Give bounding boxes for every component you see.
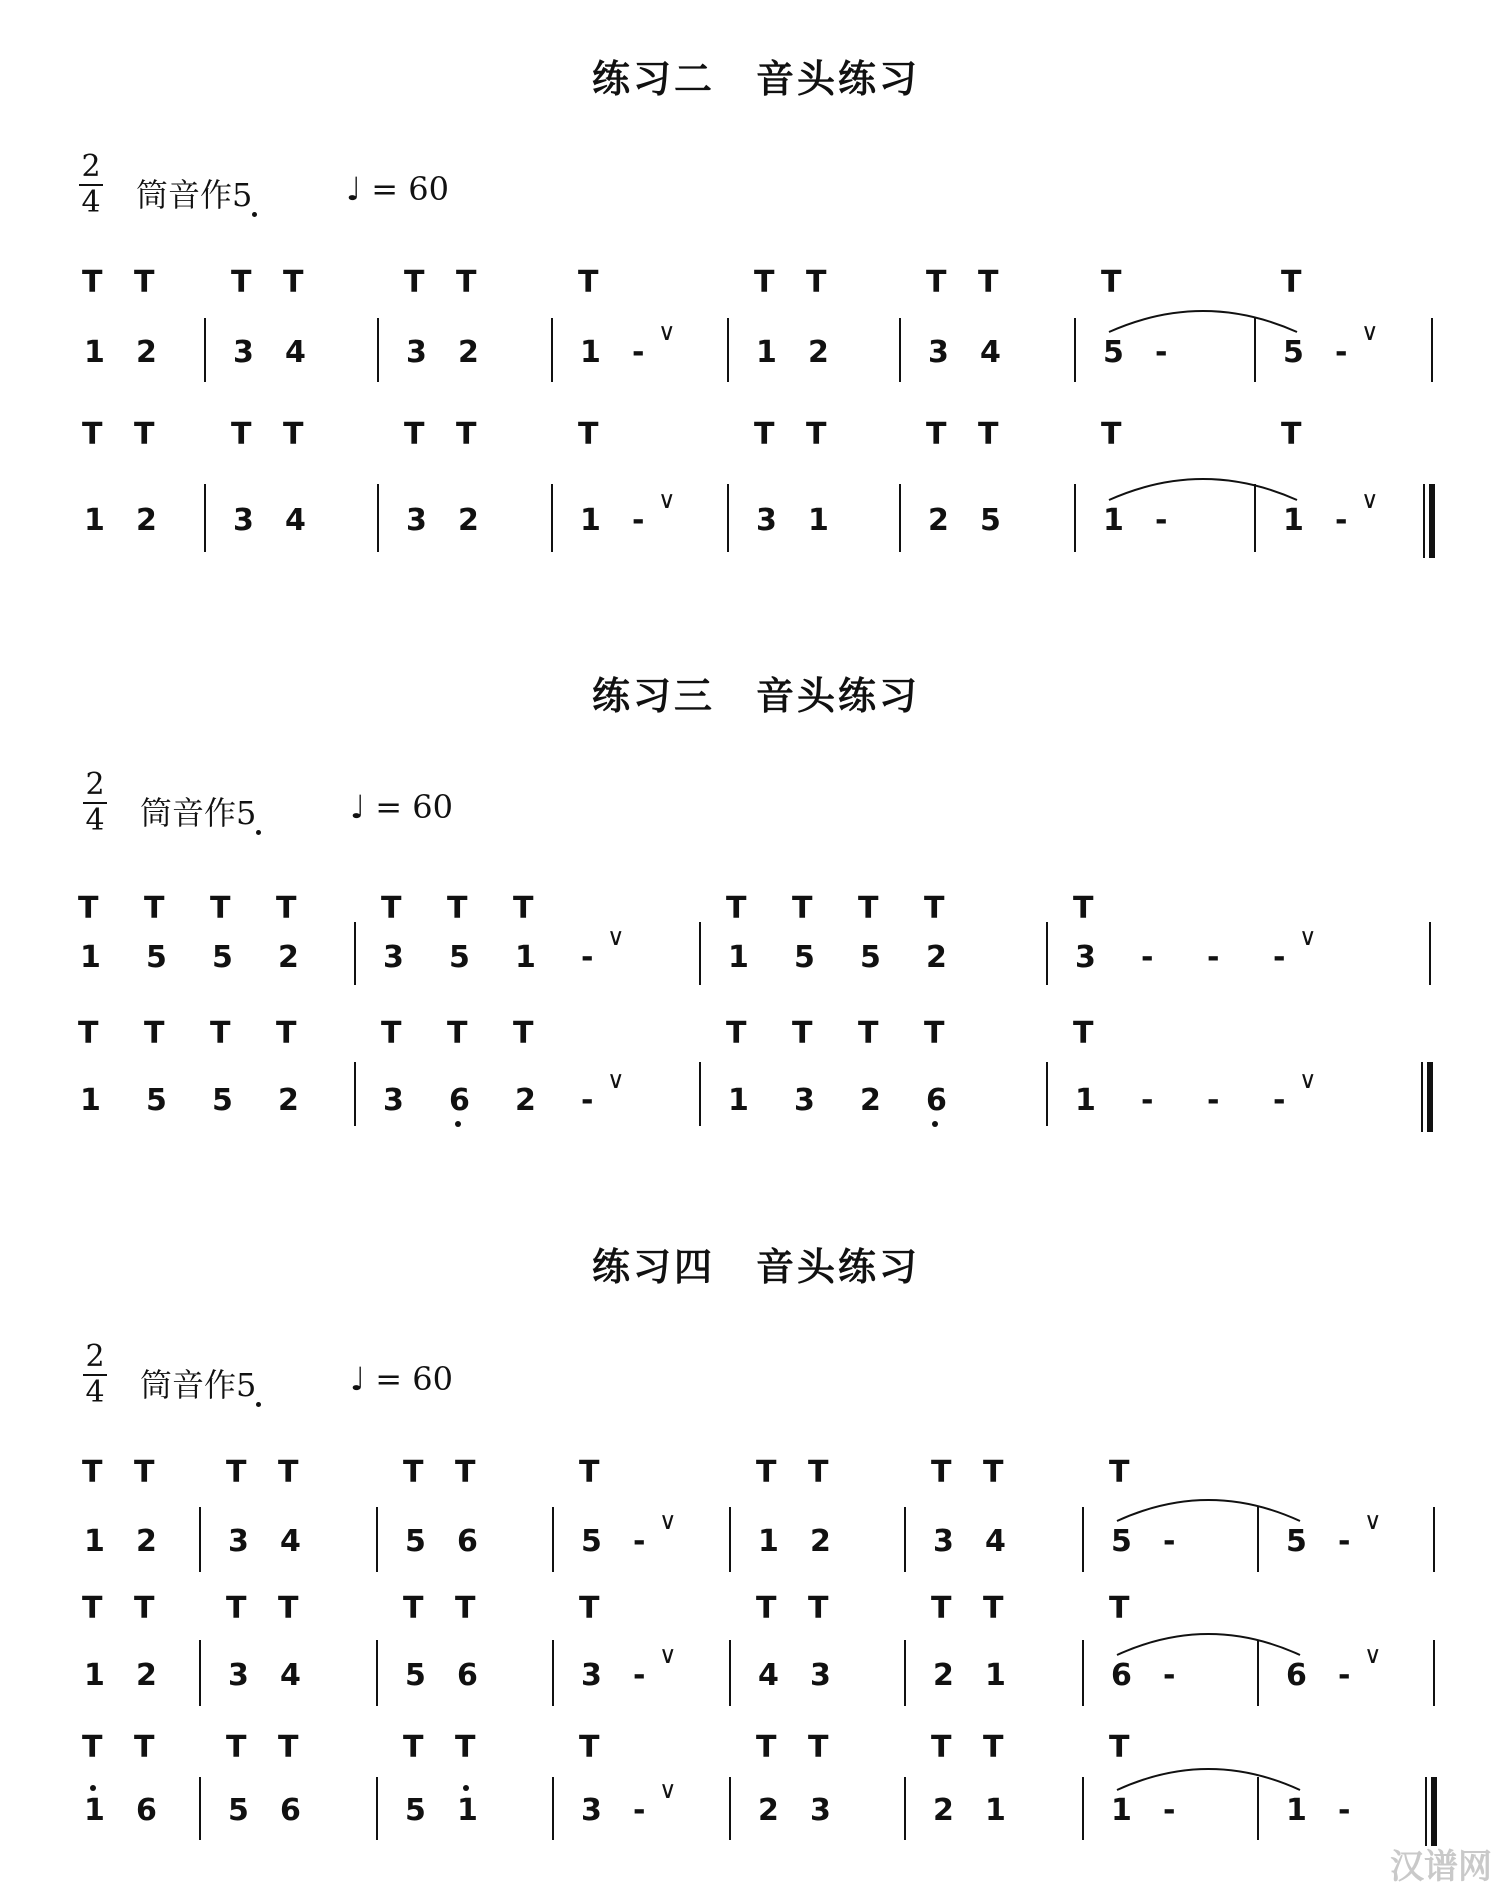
tie-arc bbox=[1117, 1769, 1300, 1790]
tongue-mark: T bbox=[1281, 265, 1302, 300]
tongue-mark: T bbox=[579, 1455, 600, 1490]
tongue-mark: T bbox=[858, 891, 879, 926]
tongue-mark: T bbox=[726, 891, 747, 926]
tongue-mark: T bbox=[456, 417, 477, 452]
note-digit: 2 bbox=[926, 940, 947, 975]
note-digit: 1 bbox=[1075, 1083, 1096, 1118]
tongue-mark: T bbox=[276, 891, 297, 926]
note-digit: 3 bbox=[228, 1658, 249, 1693]
note-digit: 1 bbox=[728, 940, 749, 975]
tempo-marking: ♩ = 60 bbox=[346, 170, 449, 208]
note-digit: 6 bbox=[1286, 1658, 1307, 1693]
tongue-mark: T bbox=[983, 1730, 1004, 1765]
exercise-4-title: 练习四 音头练习 bbox=[591, 1245, 920, 1289]
sustain-dash: - bbox=[633, 1524, 646, 1559]
note-digit: 1 bbox=[728, 1083, 749, 1118]
note-digit: 1 bbox=[985, 1658, 1006, 1693]
note-digit: 6 bbox=[457, 1524, 478, 1559]
tongue-mark: T bbox=[231, 265, 252, 300]
note-digit: 5 bbox=[1286, 1524, 1307, 1559]
sustain-dash: - bbox=[1207, 940, 1220, 975]
note-digit: 1 bbox=[808, 503, 829, 538]
tongue-mark: T bbox=[134, 1591, 155, 1626]
tempo-marking: ♩ = 60 bbox=[350, 788, 453, 826]
note-digit: 1 bbox=[1103, 503, 1124, 538]
time-signature: 2 4 bbox=[80, 768, 110, 838]
note-digit: 6 bbox=[926, 1083, 947, 1118]
tongue-mark: T bbox=[806, 265, 827, 300]
tongue-mark: T bbox=[1073, 891, 1094, 926]
tongue-mark: T bbox=[754, 417, 775, 452]
note-digit: 4 bbox=[980, 335, 1001, 370]
note-digit: 1 bbox=[985, 1793, 1006, 1828]
tongue-mark: T bbox=[1109, 1455, 1130, 1490]
sustain-dash: - bbox=[1163, 1793, 1176, 1828]
sustain-dash: - bbox=[632, 503, 645, 538]
sustain-dash: - bbox=[1141, 1083, 1154, 1118]
tempo-marking: ♩ = 60 bbox=[350, 1360, 453, 1398]
note-digit: 1 bbox=[84, 1658, 105, 1693]
exercise-3-title: 练习三 音头练习 bbox=[591, 674, 920, 718]
note-digit: 3 bbox=[383, 940, 404, 975]
breath-mark: ∨ bbox=[658, 318, 676, 346]
key-signature: 筒音作5 bbox=[140, 1366, 257, 1404]
tie-arc bbox=[1109, 479, 1297, 500]
sustain-dash: - bbox=[1163, 1658, 1176, 1693]
note-digit: 1 bbox=[457, 1793, 478, 1828]
note-digit: 1 bbox=[756, 335, 777, 370]
note-digit: 2 bbox=[933, 1658, 954, 1693]
tongue-mark: T bbox=[1109, 1730, 1130, 1765]
sustain-dash: - bbox=[1155, 335, 1168, 370]
note-digit: 4 bbox=[280, 1524, 301, 1559]
tongue-mark: T bbox=[447, 891, 468, 926]
tongue-mark: T bbox=[231, 417, 252, 452]
sustain-dash: - bbox=[1335, 503, 1348, 538]
tongue-mark: T bbox=[226, 1455, 247, 1490]
tongue-mark: T bbox=[82, 417, 103, 452]
tongue-mark: T bbox=[726, 1016, 747, 1051]
sustain-dash: - bbox=[633, 1658, 646, 1693]
note-digit: 2 bbox=[136, 1524, 157, 1559]
note-digit: 5 bbox=[581, 1524, 602, 1559]
tie-arc bbox=[1117, 1500, 1300, 1521]
note-digit: 3 bbox=[233, 503, 254, 538]
note-digit: 5 bbox=[980, 503, 1001, 538]
note-digit: 3 bbox=[581, 1658, 602, 1693]
tongue-mark: T bbox=[82, 1455, 103, 1490]
breath-mark: ∨ bbox=[659, 1641, 677, 1669]
tongue-mark: T bbox=[578, 417, 599, 452]
tongue-mark: T bbox=[276, 1016, 297, 1051]
tongue-mark: T bbox=[983, 1591, 1004, 1626]
sustain-dash: - bbox=[1207, 1083, 1220, 1118]
tongue-mark: T bbox=[210, 891, 231, 926]
note-digit: 1 bbox=[1286, 1793, 1307, 1828]
low-octave-dot bbox=[455, 1121, 461, 1127]
note-digit: 1 bbox=[515, 940, 536, 975]
tongue-mark: T bbox=[806, 417, 827, 452]
note-digit: 1 bbox=[580, 335, 601, 370]
note-digit: 1 bbox=[84, 503, 105, 538]
tongue-mark: T bbox=[858, 1016, 879, 1051]
tongue-mark: T bbox=[808, 1730, 829, 1765]
sustain-dash: - bbox=[581, 1083, 594, 1118]
note-digit: 5 bbox=[405, 1793, 426, 1828]
note-digit: 5 bbox=[1283, 335, 1304, 370]
tongue-mark: T bbox=[278, 1730, 299, 1765]
note-digit: 5 bbox=[405, 1524, 426, 1559]
tongue-mark: T bbox=[456, 265, 477, 300]
note-digit: 4 bbox=[285, 503, 306, 538]
sustain-dash: - bbox=[1273, 1083, 1286, 1118]
note-digit: 5 bbox=[1103, 335, 1124, 370]
note-digit: 1 bbox=[84, 1524, 105, 1559]
sustain-dash: - bbox=[1335, 335, 1348, 370]
breath-mark: ∨ bbox=[659, 1507, 677, 1535]
note-digit: 3 bbox=[1075, 940, 1096, 975]
note-digit: 3 bbox=[810, 1793, 831, 1828]
breath-mark: ∨ bbox=[1364, 1507, 1382, 1535]
note-digit: 3 bbox=[228, 1524, 249, 1559]
tongue-mark: T bbox=[578, 265, 599, 300]
time-signature: 2 4 bbox=[80, 1340, 110, 1410]
note-digit: 5 bbox=[449, 940, 470, 975]
tongue-mark: T bbox=[926, 265, 947, 300]
note-digit: 4 bbox=[985, 1524, 1006, 1559]
note-digit: 2 bbox=[136, 335, 157, 370]
tongue-mark: T bbox=[455, 1455, 476, 1490]
note-digit: 2 bbox=[136, 503, 157, 538]
tongue-mark: T bbox=[381, 1016, 402, 1051]
breath-mark: ∨ bbox=[658, 486, 676, 514]
note-digit: 6 bbox=[136, 1793, 157, 1828]
tongue-mark: T bbox=[455, 1591, 476, 1626]
tongue-mark: T bbox=[82, 1730, 103, 1765]
note-digit: 1 bbox=[80, 1083, 101, 1118]
note-digit: 2 bbox=[136, 1658, 157, 1693]
breath-mark: ∨ bbox=[1361, 486, 1379, 514]
note-digit: 2 bbox=[458, 503, 479, 538]
tongue-mark: T bbox=[226, 1730, 247, 1765]
tongue-mark: T bbox=[931, 1455, 952, 1490]
watermark-logo: 汉谱网 bbox=[1390, 1847, 1492, 1887]
note-digit: 2 bbox=[810, 1524, 831, 1559]
breath-mark: ∨ bbox=[1299, 923, 1317, 951]
tongue-mark: T bbox=[134, 417, 155, 452]
sustain-dash: - bbox=[1163, 1524, 1176, 1559]
note-digit: 4 bbox=[280, 1658, 301, 1693]
tongue-mark: T bbox=[283, 265, 304, 300]
note-digit: 3 bbox=[810, 1658, 831, 1693]
key-signature: 筒音作5 bbox=[140, 794, 257, 832]
time-signature: 2 4 bbox=[76, 150, 106, 220]
tongue-mark: T bbox=[278, 1455, 299, 1490]
note-digit: 5 bbox=[146, 1083, 167, 1118]
tongue-mark: T bbox=[403, 1591, 424, 1626]
note-digit: 1 bbox=[80, 940, 101, 975]
sustain-dash: - bbox=[632, 335, 645, 370]
note-digit: 2 bbox=[278, 940, 299, 975]
tie-arc bbox=[1117, 1634, 1300, 1655]
note-digit: 3 bbox=[794, 1083, 815, 1118]
tongue-mark: T bbox=[978, 417, 999, 452]
sustain-dash: - bbox=[1338, 1524, 1351, 1559]
note-digit: 2 bbox=[458, 335, 479, 370]
tongue-mark: T bbox=[447, 1016, 468, 1051]
sustain-dash: - bbox=[1273, 940, 1286, 975]
note-digit: 5 bbox=[405, 1658, 426, 1693]
note-digit: 5 bbox=[1111, 1524, 1132, 1559]
note-digit: 2 bbox=[808, 335, 829, 370]
tongue-mark: T bbox=[226, 1591, 247, 1626]
tongue-mark: T bbox=[283, 417, 304, 452]
tongue-mark: T bbox=[134, 1455, 155, 1490]
tongue-mark: T bbox=[82, 265, 103, 300]
note-digit: 5 bbox=[212, 1083, 233, 1118]
tie-arc bbox=[1109, 311, 1297, 332]
tongue-mark: T bbox=[278, 1591, 299, 1626]
tongue-mark: T bbox=[1101, 417, 1122, 452]
breath-mark: ∨ bbox=[1364, 1641, 1382, 1669]
tongue-mark: T bbox=[404, 265, 425, 300]
tongue-mark: T bbox=[404, 417, 425, 452]
tongue-mark: T bbox=[1109, 1591, 1130, 1626]
note-digit: 3 bbox=[933, 1524, 954, 1559]
note-digit: 3 bbox=[233, 335, 254, 370]
breath-mark: ∨ bbox=[607, 923, 625, 951]
tongue-mark: T bbox=[924, 1016, 945, 1051]
note-digit: 1 bbox=[84, 335, 105, 370]
tongue-mark: T bbox=[513, 891, 534, 926]
note-digit: 3 bbox=[928, 335, 949, 370]
note-digit: 2 bbox=[515, 1083, 536, 1118]
note-digit: 2 bbox=[928, 503, 949, 538]
note-digit: 1 bbox=[580, 503, 601, 538]
breath-mark: ∨ bbox=[1361, 318, 1379, 346]
note-digit: 1 bbox=[758, 1524, 779, 1559]
note-digit: 3 bbox=[756, 503, 777, 538]
note-digit: 3 bbox=[581, 1793, 602, 1828]
sustain-dash: - bbox=[1155, 503, 1168, 538]
tongue-mark: T bbox=[579, 1591, 600, 1626]
tongue-mark: T bbox=[78, 891, 99, 926]
tongue-mark: T bbox=[134, 1730, 155, 1765]
tongue-mark: T bbox=[931, 1730, 952, 1765]
note-digit: 3 bbox=[383, 1083, 404, 1118]
tongue-mark: T bbox=[754, 265, 775, 300]
tongue-mark: T bbox=[403, 1730, 424, 1765]
note-digit: 2 bbox=[933, 1793, 954, 1828]
note-digit: 6 bbox=[280, 1793, 301, 1828]
note-digit: 2 bbox=[278, 1083, 299, 1118]
tongue-mark: T bbox=[756, 1455, 777, 1490]
tongue-mark: T bbox=[381, 891, 402, 926]
note-digit: 6 bbox=[1111, 1658, 1132, 1693]
tongue-mark: T bbox=[983, 1455, 1004, 1490]
note-digit: 2 bbox=[860, 1083, 881, 1118]
tongue-mark: T bbox=[82, 1591, 103, 1626]
tongue-mark: T bbox=[792, 891, 813, 926]
note-digit: 5 bbox=[228, 1793, 249, 1828]
breath-mark: ∨ bbox=[607, 1066, 625, 1094]
tongue-mark: T bbox=[978, 265, 999, 300]
high-octave-dot bbox=[90, 1785, 96, 1791]
sustain-dash: - bbox=[1338, 1658, 1351, 1693]
tongue-mark: T bbox=[210, 1016, 231, 1051]
tongue-mark: T bbox=[78, 1016, 99, 1051]
note-digit: 4 bbox=[285, 335, 306, 370]
tongue-mark: T bbox=[931, 1591, 952, 1626]
sustain-dash: - bbox=[1141, 940, 1154, 975]
breath-mark: ∨ bbox=[659, 1776, 677, 1804]
note-digit: 5 bbox=[212, 940, 233, 975]
exercise-2-title: 练习二 音头练习 bbox=[591, 57, 920, 101]
high-octave-dot bbox=[463, 1785, 469, 1791]
tongue-mark: T bbox=[808, 1591, 829, 1626]
tongue-mark: T bbox=[1101, 265, 1122, 300]
tongue-mark: T bbox=[792, 1016, 813, 1051]
note-digit: 1 bbox=[1111, 1793, 1132, 1828]
tongue-mark: T bbox=[926, 417, 947, 452]
tongue-mark: T bbox=[513, 1016, 534, 1051]
note-digit: 6 bbox=[457, 1658, 478, 1693]
note-digit: 1 bbox=[84, 1793, 105, 1828]
tongue-mark: T bbox=[1281, 417, 1302, 452]
note-digit: 5 bbox=[146, 940, 167, 975]
low-octave-dot bbox=[932, 1121, 938, 1127]
tongue-mark: T bbox=[756, 1730, 777, 1765]
note-digit: 4 bbox=[758, 1658, 779, 1693]
tongue-mark: T bbox=[924, 891, 945, 926]
note-digit: 5 bbox=[794, 940, 815, 975]
tongue-mark: T bbox=[808, 1455, 829, 1490]
note-digit: 3 bbox=[406, 335, 427, 370]
tongue-mark: T bbox=[403, 1455, 424, 1490]
tongue-mark: T bbox=[144, 1016, 165, 1051]
note-digit: 2 bbox=[758, 1793, 779, 1828]
tongue-mark: T bbox=[1073, 1016, 1094, 1051]
sustain-dash: - bbox=[581, 940, 594, 975]
note-digit: 6 bbox=[449, 1083, 470, 1118]
tongue-mark: T bbox=[455, 1730, 476, 1765]
note-digit: 5 bbox=[860, 940, 881, 975]
tongue-mark: T bbox=[144, 891, 165, 926]
tongue-mark: T bbox=[756, 1591, 777, 1626]
sustain-dash: - bbox=[1338, 1793, 1351, 1828]
tongue-mark: T bbox=[134, 265, 155, 300]
note-digit: 1 bbox=[1283, 503, 1304, 538]
breath-mark: ∨ bbox=[1299, 1066, 1317, 1094]
sustain-dash: - bbox=[633, 1793, 646, 1828]
tongue-mark: T bbox=[579, 1730, 600, 1765]
key-signature: 筒音作5 bbox=[136, 176, 253, 214]
note-digit: 3 bbox=[406, 503, 427, 538]
